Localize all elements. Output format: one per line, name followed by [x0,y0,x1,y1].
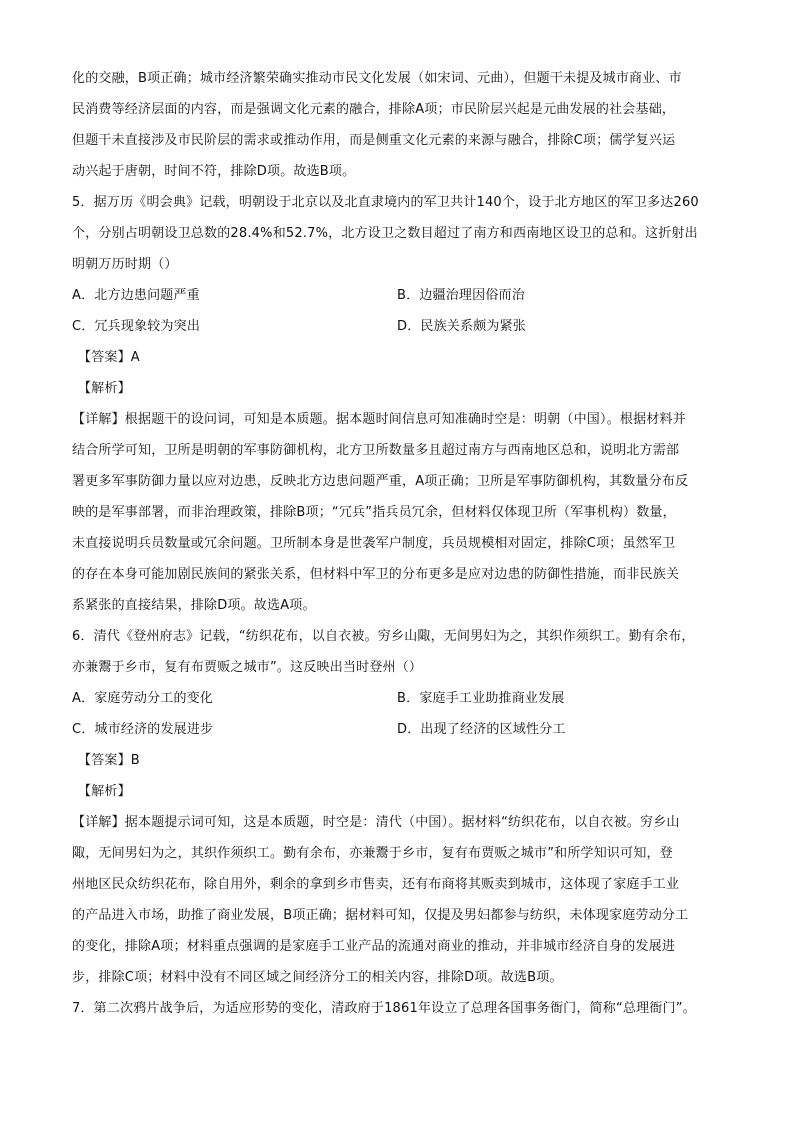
q6-detail-line: 的变化，排除A项；材料重点强调的是家庭手工业产品的流通对商业的推动，并非城市经济自身的发展进 [72,939,676,954]
q5-detail-line: 未直接说明兵员数量或冗余问题。卫所制本身是世袭军户制度，兵员规模相对固定，排除C项；虽然军卫 [72,536,676,551]
q5-detail-line: 【详解】根据题干的设问词，可知是本质题。据本题时间信息可知准确时空是：明朝（中国）。根据材料并 [72,412,686,427]
q5-analysis-heading: 【解析】 [78,381,131,396]
q5-stem-line: 明朝万历时期（） [72,257,178,272]
q5-options-row-1 [72,280,742,311]
q4-analysis-line: 但题干未直接涉及市民阶层的需求或推动作用，而是侧重文化元素的来源与融合，排除C项；儒学复兴运 [72,133,676,148]
q5-stem-line: 5．据万历《明会典》记载，明朝设于北京以及北直隶境内的军卫共计140个，设于北方地区的军卫多达260 [72,195,699,210]
q6-stem-line: 6．清代《登州府志》记载，“纺织花布，以自衣被。穷乡山陬，无间男妇为之，其织作须织工。勤有余布， [72,629,695,644]
document-body [72,63,742,1024]
q6-detail-line: 步，排除C项；材料中没有不同区域之间经济分工的相关内容，排除D项。故选B项。 [72,970,563,985]
q5-option-d: D．民族关系颇为紧张 [397,319,527,334]
q5-option-b: B．边疆治理因俗而治 [397,288,525,303]
q7-stem-line: 7．第二次鸦片战争后，为适应形势的变化，清政府于1861年设立了总理各国事务衙门，简称“总理衙门”。 [72,1001,696,1016]
q4-analysis-line: 民消费等经济层面的内容，而是强调文化元素的融合，排除A项；市民阶层兴起是元曲发展的社会基础， [72,102,676,117]
q6-answer: 【答案】B [78,753,140,768]
q6-detail-line: 【详解】据本题提示词可知，这是本质题，时空是：清代（中国）。据材料“纺织花布，以自衣被。穷乡山 [72,815,680,830]
q5-detail-line: 的存在本身可能加剧民族间的紧张关系，但材料中军卫的分布更多是应对边患的防御性措施，而非民族关 [72,567,680,582]
q5-options-row-2 [72,311,742,342]
q6-options-row-2 [72,714,742,745]
q5-detail-line: 映的是军事部署，而非治理政策，排除B项；“冗兵”指兵员冗余，但材料仅体现卫所（军事机构）数量， [72,505,676,520]
q6-option-a: A．家庭劳动分工的变化 [72,691,214,706]
q5-option-a: A．北方边患问题严重 [72,288,200,303]
q5-answer: 【答案】A [78,350,140,365]
q5-detail-line: 结合所学可知，卫所是明朝的军事防御机构，北方卫所数量多且超过南方与西南地区总和，说明北方需部 [72,443,680,458]
q6-detail-line: 陬，无间男妇为之，其织作须织工。勤有余布，亦兼鬻于乡市，复有布贾贩之城市”和所学知识可知，登 [72,846,673,861]
q6-analysis-heading: 【解析】 [78,784,131,799]
q6-options-row-1 [72,683,742,714]
q5-stem-line: 个，分别占明朝设卫总数的28.4%和52.7%，北方设卫之数目超过了南方和西南地区设卫的总和。这折射出 [72,226,698,241]
q5-detail-line: 署更多军事防御力量以应对边患，反映北方边患问题严重，A项正确；卫所是军事防御机构，其数量分布反 [72,474,689,489]
q4-analysis-line: 化的交融，B项正确；城市经济繁荣确实推动市民文化发展（如宋词、元曲），但题干未提及城市商业、市 [72,71,682,86]
q5-detail-line: 系紧张的直接结果，排除D项。故选A项。 [72,598,316,613]
q6-detail-line: 州地区民众纺织花布，除自用外，剩余的拿到乡市售卖，还有布商将其贩卖到城市，这体现了家庭手工业 [72,877,680,892]
q6-stem-line: 亦兼鬻于乡市，复有布贾贩之城市”。这反映出当时登州（） [72,660,423,675]
q6-option-b: B．家庭手工业助推商业发展 [397,691,565,706]
q4-analysis-line: 动兴起于唐朝，时间不符，排除D项。故选B项。 [72,164,356,179]
q6-detail-line: 的产品进入市场，助推了商业发展，B项正确；据材料可知，仅提及男妇都参与纺织，未体现家庭劳动分工 [72,908,689,923]
q5-option-c: C．冗兵现象较为突出 [72,319,201,334]
q6-option-c: C．城市经济的发展进步 [72,722,214,737]
q6-option-d: D．出现了经济的区域性分工 [397,722,566,737]
